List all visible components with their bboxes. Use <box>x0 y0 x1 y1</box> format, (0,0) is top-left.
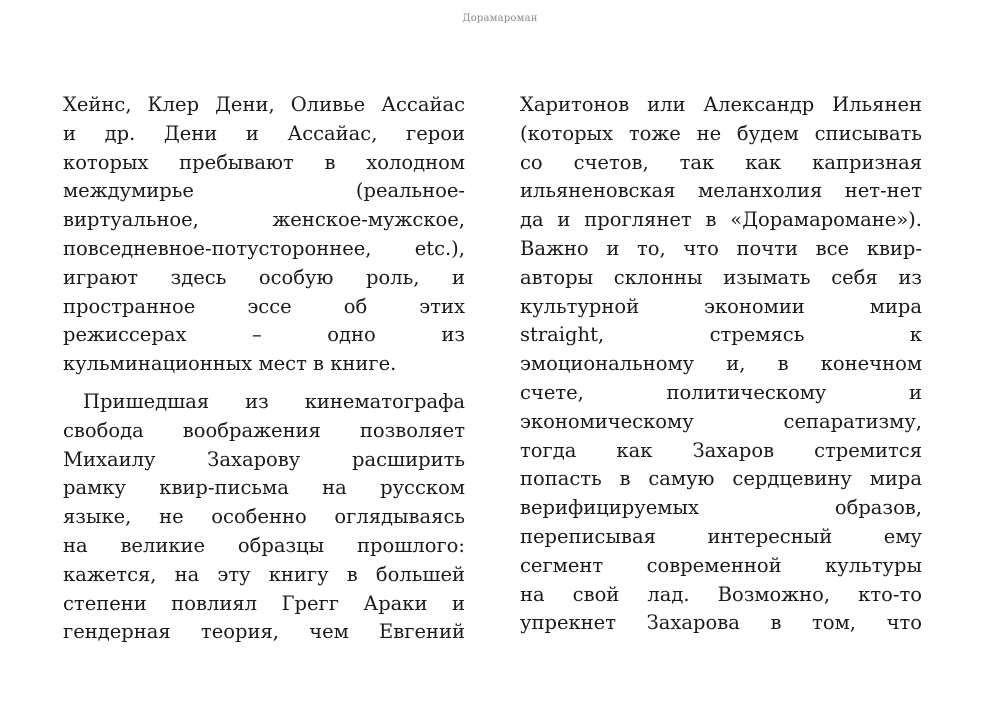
text-line: упрекнет Захарова в том, что <box>520 611 922 635</box>
text-line: степени повлиял Грегг Араки и <box>63 591 465 615</box>
text-line: гендерная теория, чем Евгений <box>63 620 465 644</box>
text-line: повседневное-потустороннее, etc.), <box>63 236 465 260</box>
text-line: переписывая интересный ему <box>520 524 922 548</box>
text-line: на свой лад. Возможно, кто-то <box>520 582 922 606</box>
text-line: междумирье (реальное- <box>63 179 465 203</box>
text-line: эмоциональному и, в конечном <box>520 352 922 376</box>
text-line: играют здесь особую роль, и <box>63 265 465 289</box>
text-line: (которых тоже не будем списывать <box>520 121 922 145</box>
right-text-column <box>520 91 922 638</box>
text-line: кульминационных мест в книге. <box>63 352 397 376</box>
text-line: авторы склонны изымать себя из <box>520 265 922 289</box>
text-line-indented: Пришедшая из кинематографа <box>83 389 465 413</box>
text-line: Михаилу Захарову расширить <box>63 447 465 471</box>
text-line: режиссерах – одно из <box>63 323 465 347</box>
text-line: со счетов, так как капризная <box>520 150 922 174</box>
text-line: и др. Дени и Ассайас, герои <box>63 121 465 145</box>
paragraph-gap <box>63 379 465 388</box>
text-line: виртуальное, женское-мужское, <box>63 208 465 232</box>
text-line: свобода воображения позволяет <box>63 418 465 442</box>
left-text-column <box>63 91 465 647</box>
text-line: счете, политическому и <box>520 380 922 404</box>
text-line: на великие образцы прошлого: <box>63 533 465 557</box>
text-line: языке, не особенно оглядываясь <box>63 505 465 529</box>
text-line: пространное эссе об этих <box>63 294 465 318</box>
running-header: Дорамароман <box>462 13 538 24</box>
text-line: экономическому сепаратизму, <box>520 409 922 433</box>
text-line: верифицируемых образов, <box>520 496 922 520</box>
text-line: straight, стремясь к <box>520 323 922 347</box>
text-line: культурной экономии мира <box>520 294 922 318</box>
text-line: тогда как Захаров стремится <box>520 438 922 462</box>
text-line: которых пребывают в холодном <box>63 150 465 174</box>
text-line: кажется, на эту книгу в большей <box>63 562 465 586</box>
text-line: попасть в самую сердцевину мира <box>520 467 922 491</box>
text-line: рамку квир-письма на русском <box>63 476 465 500</box>
text-line: да и проглянет в «Дорамаромане»). <box>520 208 922 232</box>
text-line: Харитонов или Александр Ильянен <box>520 93 922 116</box>
text-line: Важно и то, что почти все квир- <box>520 236 922 260</box>
text-line: сегмент современной культуры <box>520 553 922 577</box>
text-line: ильяненовская меланхолия нет-нет <box>520 179 922 203</box>
text-line: Хейнс, Клер Дени, Оливье Ассайас <box>63 93 465 116</box>
